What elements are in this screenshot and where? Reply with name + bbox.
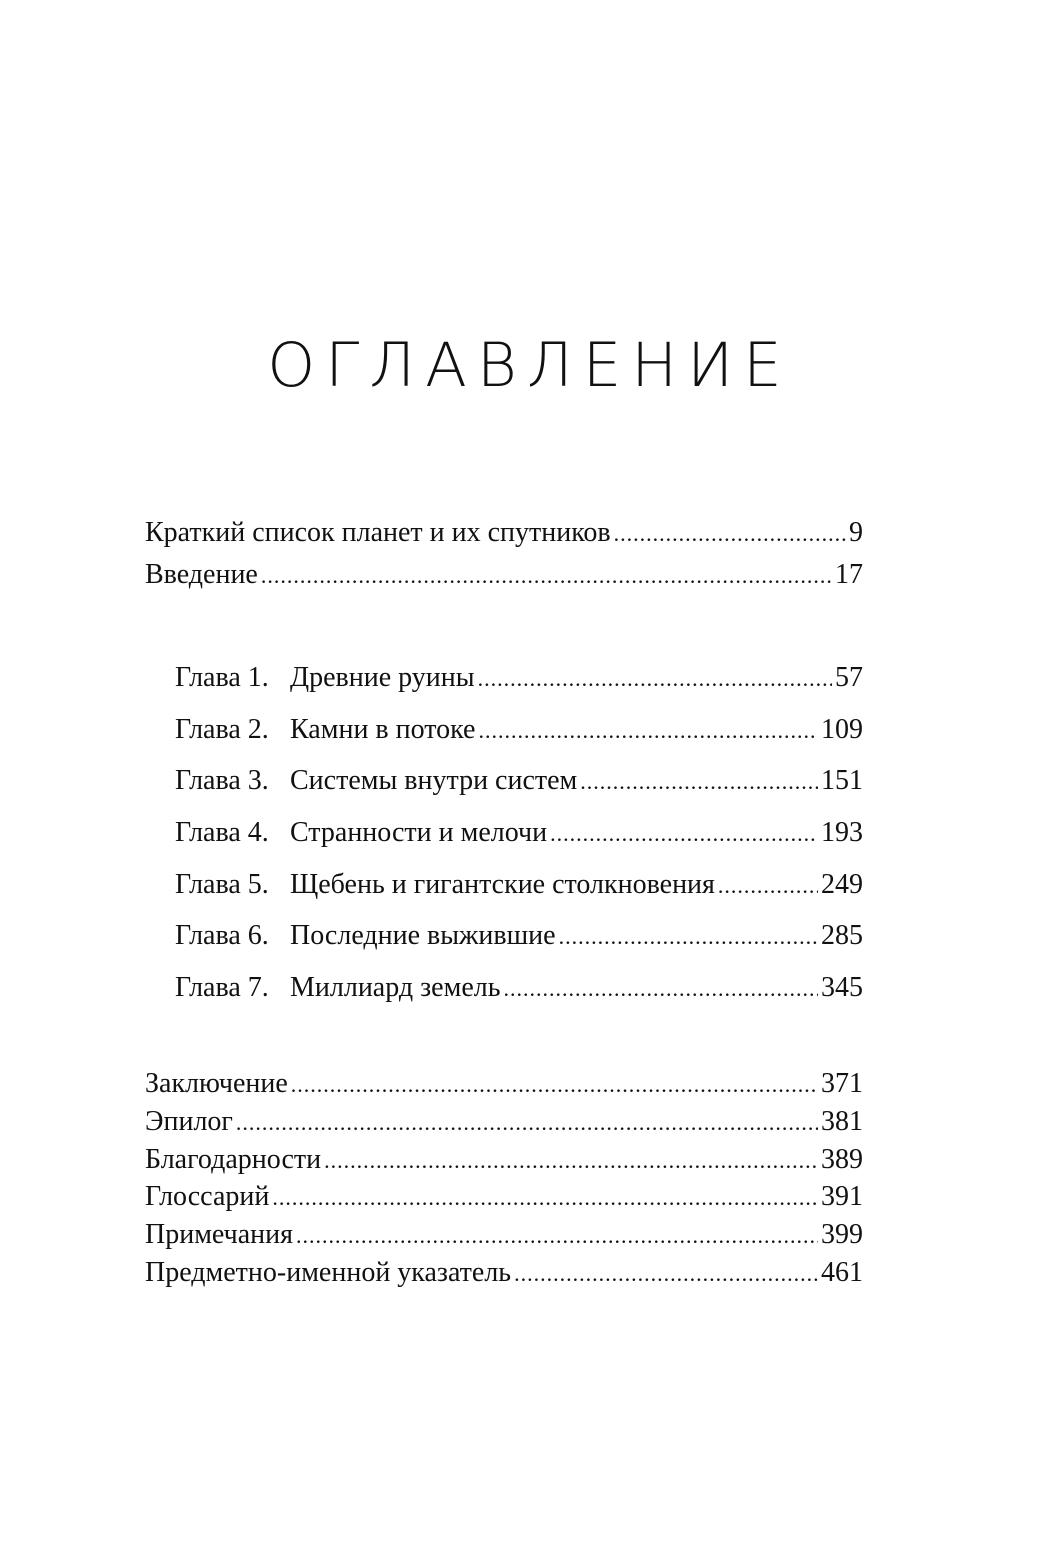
toc-entry-brief-list[interactable]	[145, 512, 863, 554]
toc-entry-page: 17	[835, 559, 863, 590]
chapter-number: Глава 4.	[175, 817, 269, 849]
toc-entry-notes[interactable]	[145, 1216, 863, 1254]
toc-entry-label: Камни в потоке	[290, 713, 476, 745]
toc-entry-chapter-6[interactable]	[175, 910, 863, 962]
toc-entry-chapter-1[interactable]	[175, 652, 863, 704]
page-title: ОГЛАВЛЕНИЕ	[267, 330, 792, 401]
toc-entry-page: 371	[821, 1068, 863, 1099]
dot-leader	[514, 1255, 818, 1293]
toc-entry-page: 193	[821, 817, 863, 849]
dot-leader	[718, 860, 818, 912]
toc-entry-introduction[interactable]	[145, 554, 863, 596]
toc-entry-page: 249	[821, 868, 863, 900]
toc-entry-chapter-5[interactable]	[175, 859, 863, 911]
toc-entry-page: 381	[821, 1105, 863, 1137]
chapter-number: Глава 6.	[175, 920, 269, 952]
toc-entry-label: Эпилог	[145, 1105, 233, 1137]
toc-entry-page: 285	[821, 920, 863, 952]
toc-entry-page: 391	[821, 1181, 863, 1213]
chapter-number: Глава 5.	[175, 868, 269, 900]
toc-entry-chapter-4[interactable]	[175, 807, 863, 859]
toc-entry-label: Примечания	[145, 1219, 294, 1251]
toc-entry-page: 461	[821, 1256, 863, 1288]
toc-chapters	[175, 652, 863, 1014]
dot-leader	[478, 653, 832, 705]
toc-entry-index[interactable]	[145, 1254, 863, 1292]
dot-leader	[614, 513, 846, 555]
toc-entry-label: Глоссарий	[145, 1181, 270, 1213]
dot-leader	[504, 963, 819, 1015]
toc-entry-page: 57	[835, 662, 863, 693]
toc-entry-label: Благодарности	[145, 1143, 322, 1175]
toc-entry-page: 399	[821, 1219, 863, 1251]
chapter-number: Глава 2.	[175, 713, 269, 745]
toc-entry-label: Предметно-именной указатель	[145, 1256, 512, 1288]
toc-entry-glossary[interactable]	[145, 1178, 863, 1216]
toc-entry-page: 151	[821, 765, 863, 797]
dot-leader	[559, 911, 818, 963]
toc-entry-label: Миллиард земель	[290, 972, 501, 1004]
dot-leader	[236, 1104, 818, 1142]
chapter-number: Глава 3.	[175, 765, 269, 797]
toc-entry-epilogue[interactable]	[145, 1103, 863, 1141]
toc-entry-label: Щебень и гигантские столкновения	[290, 868, 715, 900]
dot-leader	[580, 756, 818, 808]
toc-entry-page: 389	[821, 1143, 863, 1175]
toc-entry-label: Странности и мелочи	[290, 817, 548, 849]
toc-entry-conclusion[interactable]	[145, 1065, 863, 1103]
chapter-number: Глава 1.	[175, 662, 269, 693]
dot-leader	[296, 1217, 818, 1255]
toc-entry-label: Краткий список планет и их спутников	[145, 517, 611, 548]
toc-entry-page: 109	[821, 713, 863, 745]
toc-entry-label: Введение	[145, 559, 258, 590]
toc-entry-acknowledgements[interactable]	[145, 1141, 863, 1179]
toc-entry-page: 9	[849, 517, 863, 548]
dot-leader	[324, 1142, 818, 1180]
toc-entry-label: Заключение	[145, 1068, 288, 1099]
dot-leader	[261, 555, 832, 597]
toc-entry-chapter-2[interactable]	[175, 704, 863, 756]
toc-entry-label: Системы внутри систем	[290, 765, 578, 797]
dot-leader	[291, 1066, 818, 1104]
toc-entry-chapter-3[interactable]	[175, 755, 863, 807]
dot-leader	[272, 1179, 818, 1217]
chapter-number: Глава 7.	[175, 972, 269, 1004]
toc-entry-page: 345	[821, 972, 863, 1004]
toc-entry-label: Древние руины	[290, 662, 475, 693]
dot-leader	[478, 705, 818, 757]
toc-entry-chapter-7[interactable]	[175, 962, 863, 1014]
dot-leader	[550, 808, 818, 860]
toc-entry-label: Последние выжившие	[290, 920, 556, 952]
toc-back-matter	[145, 1065, 863, 1292]
toc-front-matter	[145, 512, 863, 596]
